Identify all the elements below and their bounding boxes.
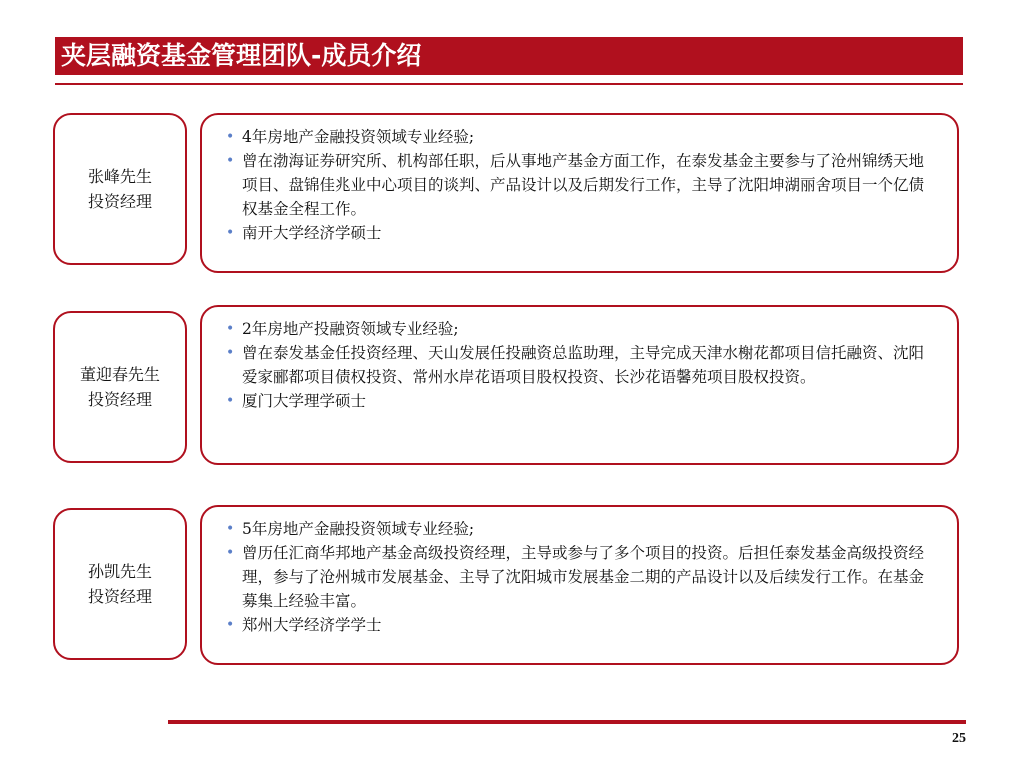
bullet-item [226,613,933,637]
bullet-text: 南开大学经济学硕士 [242,224,382,242]
page-title: 夹层融资基金管理团队-成员介绍 [61,41,422,70]
bullet-text: 5年房地产金融投资领域专业经验; [242,520,475,538]
bullet-item [226,541,933,613]
bullet-item [226,517,933,541]
bullet-text: 曾在泰发基金任投资经理、天山发展任投融资总监助理，主导完成天津水榭花都项目信托融资、沈阳爱家郦都项目债权投资、常州水岸花语项目股权投资、长沙花语馨苑项目股权投资。 [242,344,925,386]
title-bar [55,37,963,75]
bullet-icon: • [226,129,235,145]
bullet-icon: • [226,321,235,337]
bullet-icon: • [226,521,235,537]
bullet-icon: • [226,345,235,361]
bullet-list [226,517,933,637]
bullet-icon: • [226,393,235,409]
bullet-text: 曾历任汇商华邦地产基金高级投资经理，主导或参与了多个项目的投资。后担任泰发基金高级投资经理，参与了沧州城市发展基金、主导了沈阳城市发展基金二期的产品设计以及后续发行工作。在基金募集上经验丰富。 [242,544,925,610]
bullet-item [226,221,933,245]
bullet-text: 4年房地产金融投资领域专业经验; [242,128,475,146]
member-name-card [53,508,187,660]
bullet-text: 郑州大学经济学学士 [242,616,382,634]
bullet-item [226,125,933,149]
member-name-card [53,311,187,463]
page-number: 25 [952,731,966,746]
bullet-item [226,341,933,389]
member-role: 投资经理 [87,587,152,606]
footer-rule [168,720,966,724]
member-description-card [200,505,959,665]
bullet-item [226,389,933,413]
member-name-card [53,113,187,265]
bullet-list [226,317,933,413]
bullet-icon: • [226,545,235,561]
bullet-list [226,125,933,245]
bullet-icon: • [226,617,235,633]
bullet-text: 厦门大学理学硕士 [242,392,367,410]
member-name: 董迎春先生 [79,365,160,384]
member-name: 孙凯先生 [87,562,152,581]
bullet-icon: • [226,153,235,169]
member-description-card [200,305,959,465]
bullet-item [226,149,933,221]
title-underline [55,83,963,85]
member-name: 张峰先生 [87,167,152,186]
bullet-text: 2年房地产投融资领域专业经验; [242,320,459,338]
bullet-icon: • [226,225,235,241]
bullet-text: 曾在渤海证券研究所、机构部任职，后从事地产基金方面工作，在泰发基金主要参与了沧州锦绣天地项目、盘锦佳兆业中心项目的谈判、产品设计以及后期发行工作，主导了沈阳坤湖丽舍项目一个亿债权基金全程工作。 [242,152,925,218]
member-description-card [200,113,959,273]
bullet-item [226,317,933,341]
member-role: 投资经理 [87,192,152,211]
member-role: 投资经理 [87,390,152,409]
